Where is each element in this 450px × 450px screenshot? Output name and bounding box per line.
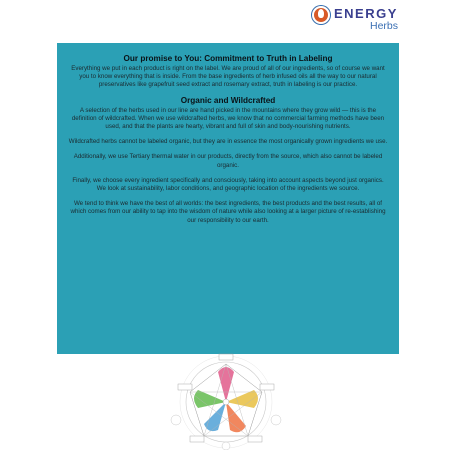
logo-wordmark-top: ENERGY — [334, 6, 398, 21]
info-panel — [57, 43, 399, 354]
wildcrafted-paragraph: A selection of the herbs used in our line are hand picked in the mountains where they grow wild — this is the definition of wildcrafted. When we use wildcrafted herbs, we know that no commercial farming methods have been used, and that the plants are hearty, vibrant and full of skin and body-nourishing nutrients. — [71, 106, 385, 131]
truth-in-labeling-paragraph: Everything we put in each product is right on the label. We are proud of all of our ingredients, so of course we want you to know everything that is inside. From the base ingredients of herb infused oils all the way to our natural preservatives like grapefruit seed extract and rosemary extract, truth in labeling is our practice. — [71, 65, 385, 89]
flame-icon — [312, 6, 330, 24]
organic-wildcrafted-heading: Organic and Wildcrafted — [180, 95, 276, 105]
truth-in-labeling-heading: Our promise to You: Commitment to Truth in Labeling — [123, 54, 333, 63]
best-of-all-worlds-paragraph: We tend to think we have the best of all worlds: the best ingredients, the best products and the best results, all of which comes from our ability to tap into the wisdom of nature while also looking at a larger picture of re-establishing our responsibility to our earth. — [70, 200, 386, 224]
sourcing-paragraph: Finally, we choose every ingredient specifically and consciously, taking into account aspects beyond just organics. We look at sustainability, labor conditions, and geographic location of the ingredients we source. — [72, 176, 384, 193]
energy-herbs-logo[interactable] — [312, 6, 432, 34]
thermal-water-paragraph: Additionally, we use Tertiary thermal water in our products, directly from the source, which also cannot be labeled organic. — [73, 153, 383, 169]
organic-paragraph: Wildcrafted herbs cannot be labeled organic, but they are in essence the most organically grown ingredients we use. — [68, 138, 388, 146]
five-element-diagram — [156, 340, 296, 450]
logo-wordmark-bottom: Herbs — [370, 20, 399, 32]
